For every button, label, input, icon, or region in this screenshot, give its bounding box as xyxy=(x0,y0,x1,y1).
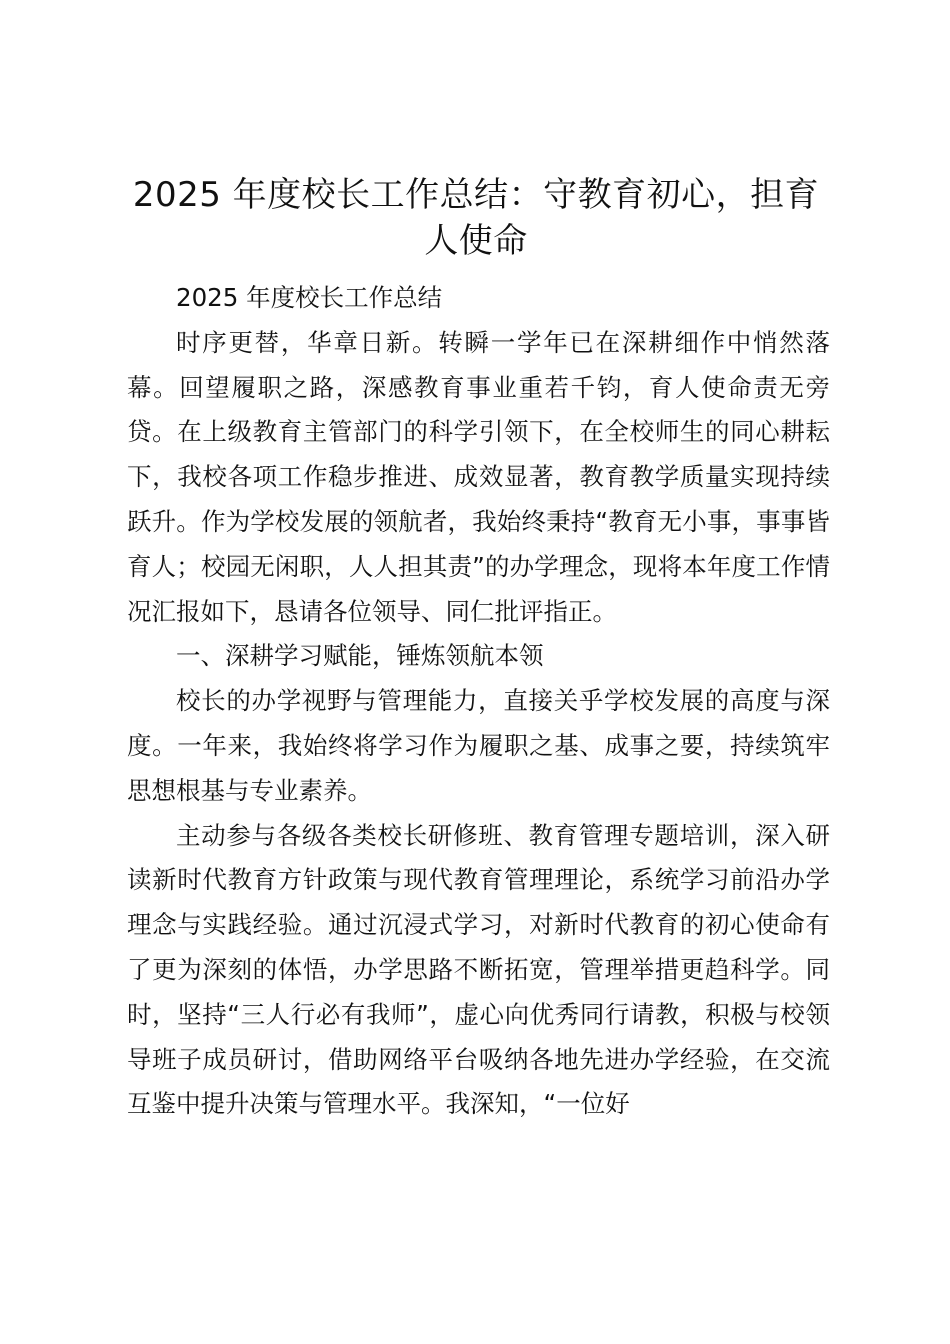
section-heading-1: 一、深耕学习赋能，锤炼领航本领 xyxy=(176,641,544,671)
paragraph-section-1-b: 主动参与各级各类校长研修班、教育管理专题培训，深入研读新时代教育方针政策与现代教育管理理论，系统学习前沿办学理念与实践经验。通过沉浸式学习，对新时代教育的初心使命有了更为深刻的体悟，办学思路不断拓宽，管理举措更趋科学。同时，坚持“三人行必有我师”，虚心向优秀同行请教，积极与校领导班子成员研讨，借助网络平台吸纳各地先进办学经验，在交流互鉴中提升决策与管理水平。我深知，“一位好 xyxy=(127,820,830,1119)
document-title: 2025 年度校长工作总结：守教育初心，担育人使命 xyxy=(132,175,820,261)
paragraph-intro: 时序更替，华章日新。转瞬一学年已在深耕细作中悄然落幕。回望履职之路，深感教育事业重若千钧，育人使命责无旁贷。在上级教育主管部门的科学引领下，在全校师生的同心耕耘下，我校各项工作稳步推进、成效显著，教育教学质量实现持续跃升。作为学校发展的领航者，我始终秉持“教育无小事，事事皆育人；校园无闲职，人人担其责”的办学理念，现将本年度工作情况汇报如下，恳请各位领导、同仁批评指正。 xyxy=(127,327,830,626)
document-subtitle: 2025 年度校长工作总结 xyxy=(176,283,443,312)
paragraph-section-1-a: 校长的办学视野与管理能力，直接关乎学校发展的高度与深度。一年来，我始终将学习作为履职之基、成事之要，持续筑牢思想根基与专业素养。 xyxy=(127,686,830,805)
document-body xyxy=(127,276,830,1127)
